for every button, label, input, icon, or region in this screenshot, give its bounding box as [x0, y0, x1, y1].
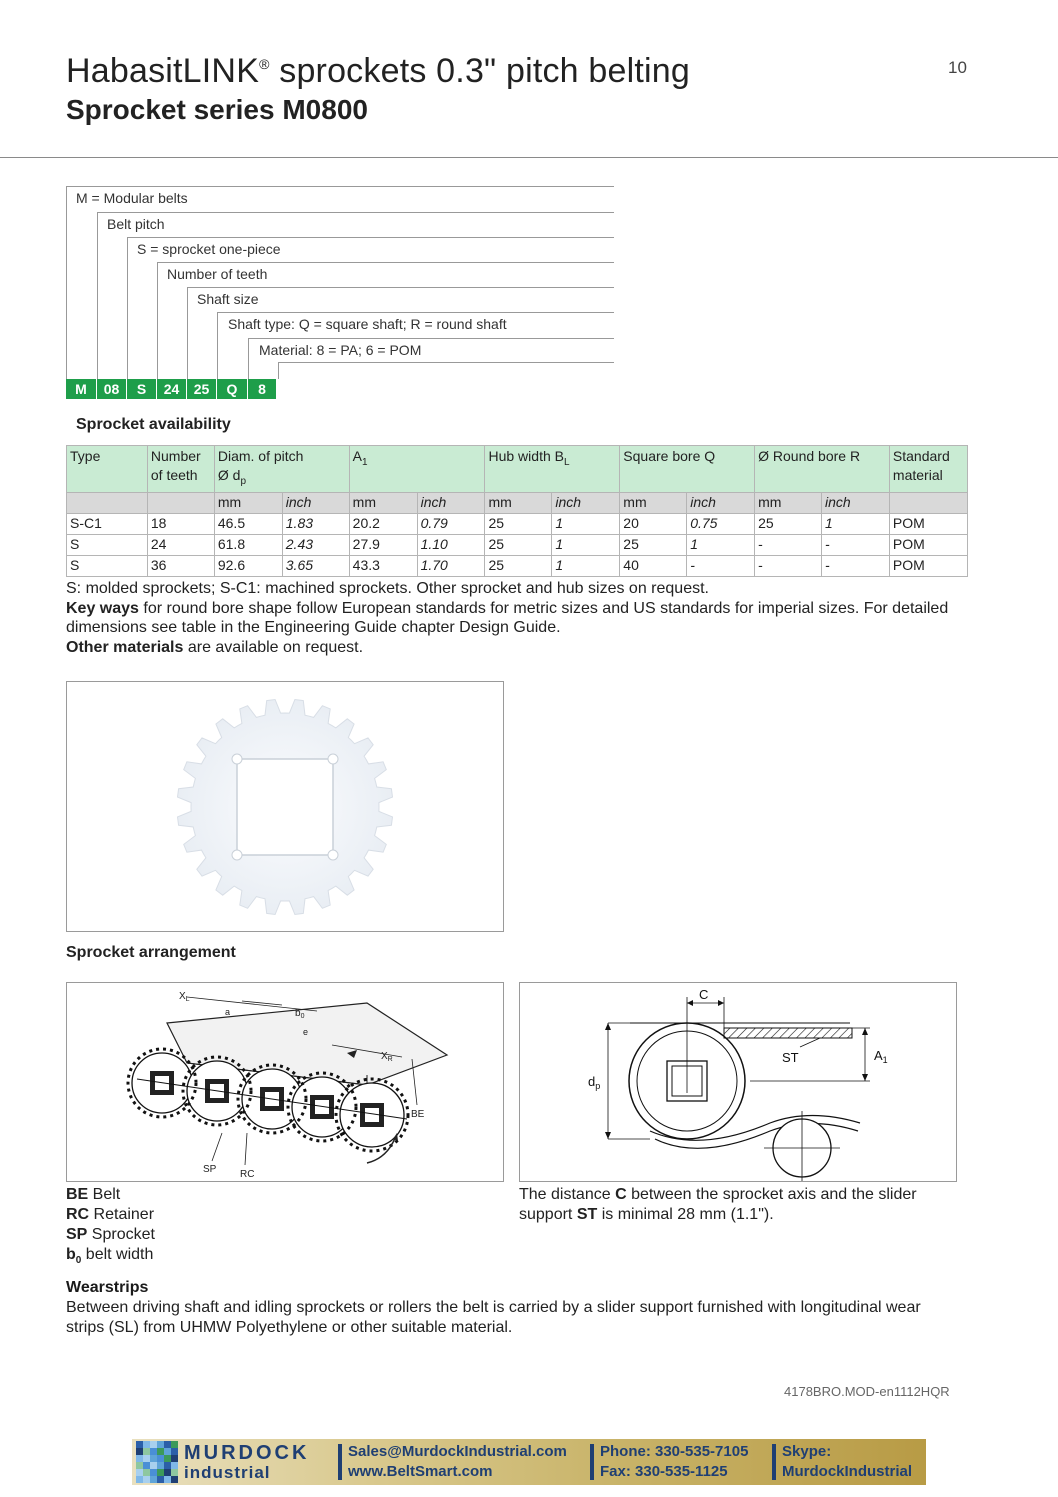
dimension-drawing [519, 982, 957, 1182]
table-cell: 20.2 [349, 513, 417, 534]
logo-tile [136, 1455, 143, 1462]
footer-phone: Phone: 330-535-7105 [600, 1443, 749, 1460]
availability-table [66, 445, 968, 577]
code-cell-shaft: 25 [187, 379, 217, 399]
logo-tile [171, 1441, 178, 1448]
table-cell: - [687, 555, 755, 576]
th-diam-label: Diam. of pitch [217, 448, 304, 464]
label-sp: SP [203, 1164, 217, 1175]
distance-bold-st: ST [576, 1206, 598, 1223]
code-line-3 [157, 262, 614, 263]
table-cell: 40 [620, 555, 687, 576]
footer-contact-web [348, 1442, 584, 1482]
unit-empty [67, 492, 148, 513]
distance-note [519, 1185, 959, 1225]
title-suffix: sprockets 0.3" pitch belting [269, 52, 691, 90]
footer-separator [590, 1444, 594, 1480]
table-cell: 1 [552, 534, 620, 555]
note-materials-text: are available on request. [183, 638, 364, 656]
code-vline-6 [248, 338, 249, 379]
code-vline-7 [278, 362, 279, 379]
table-unit-row [67, 492, 968, 513]
brand-name [184, 1442, 332, 1482]
th-diam-sym: Ø d [217, 467, 241, 483]
unit-cell: inch [687, 492, 755, 513]
code-line-0 [66, 186, 614, 187]
sprocket-gear-illustration [67, 682, 503, 931]
registered-mark: ® [259, 56, 270, 72]
label-st: ST [782, 1050, 799, 1065]
legend-text: Belt [88, 1186, 121, 1203]
logo-tile [143, 1476, 150, 1483]
th-teeth: Number of teeth [147, 446, 214, 493]
code-line-4 [187, 287, 614, 288]
th-diam [214, 446, 349, 493]
logo-tile [171, 1462, 178, 1469]
table-cell: 1 [822, 513, 890, 534]
logo-tile [171, 1476, 178, 1483]
table-cell: 20 [620, 513, 687, 534]
table-cell: 25 [485, 555, 552, 576]
table-cell: 25 [755, 513, 822, 534]
footer-email-link[interactable]: Sales@MurdockIndustrial.com [348, 1443, 567, 1460]
murdock-footer-banner [132, 1439, 926, 1485]
square-bore [237, 759, 333, 855]
logo-tile [136, 1448, 143, 1455]
note-materials [66, 638, 966, 658]
table-cell: 1.10 [417, 534, 485, 555]
murdock-logo-icon [136, 1441, 178, 1483]
code-label-pitch: Belt pitch [107, 216, 165, 232]
label-c: C [699, 987, 709, 1002]
document-reference: 4178BRO.MOD-en1112HQR [784, 1384, 950, 1399]
code-vline-4 [187, 287, 188, 379]
code-label-material: Material: 8 = PA; 6 = POM [259, 342, 422, 358]
availability-heading: Sprocket availability [76, 416, 231, 433]
arrangement-heading: Sprocket arrangement [66, 944, 236, 961]
distance-text-1: The distance [519, 1186, 616, 1203]
logo-tile [171, 1448, 178, 1455]
unit-cell: inch [822, 492, 890, 513]
logo-tile [164, 1462, 171, 1469]
unit-cell: inch [417, 492, 485, 513]
table-cell: 1.70 [417, 555, 485, 576]
code-cell-m: M [66, 379, 97, 399]
footer-skype-id: MurdockIndustrial [782, 1463, 913, 1480]
page-subtitle: Sprocket series M0800 [66, 94, 368, 125]
table-cell: S-C1 [67, 513, 148, 534]
note-materials-bold: Other materials [66, 638, 184, 656]
logo-tile [143, 1455, 150, 1462]
legend-text: Retainer [89, 1206, 155, 1223]
table-cell: 3.65 [282, 555, 349, 576]
code-label-shaft-type: Shaft type: Q = square shaft; R = round shaft [228, 316, 507, 332]
th-hub [485, 446, 620, 493]
note-molded: S: molded sprockets; S-C1: machined sprockets. Other sprocket and hub sizes on request. [66, 580, 709, 597]
table-cell: 25 [485, 534, 552, 555]
logo-tile [157, 1441, 164, 1448]
label-be: BE [411, 1109, 425, 1120]
legend-text: belt width [81, 1246, 154, 1263]
code-vline-5 [217, 312, 218, 379]
table-cell: 61.8 [214, 534, 282, 555]
legend-item [66, 1185, 155, 1205]
logo-tile [150, 1455, 157, 1462]
code-cell-teeth: 24 [157, 379, 187, 399]
unit-cell: inch [282, 492, 349, 513]
brand-line-1: MURDOCK [184, 1442, 310, 1464]
logo-tile [157, 1469, 164, 1476]
table-cell: 27.9 [349, 534, 417, 555]
label-xl: $X_L$ [179, 991, 190, 1003]
label-dp: $d_p$ [588, 1074, 601, 1091]
label-e: e [303, 1027, 309, 1037]
table-cell: S [67, 534, 148, 555]
code-line-6 [248, 338, 614, 339]
table-cell: 0.79 [417, 513, 485, 534]
table-cell: POM [889, 513, 967, 534]
logo-tile [136, 1476, 143, 1483]
logo-tile [150, 1469, 157, 1476]
unit-cell: mm [214, 492, 282, 513]
table-cell: 36 [147, 555, 214, 576]
logo-tile [157, 1455, 164, 1462]
th-hub-label: Hub width B [488, 448, 564, 464]
code-label-modular: M = Modular belts [76, 190, 188, 206]
legend-abbr: RC [66, 1206, 90, 1223]
legend-item [66, 1225, 155, 1245]
table-cell: 46.5 [214, 513, 282, 534]
code-cells [66, 379, 277, 399]
page-number: 10 [948, 58, 967, 77]
table-cell: - [755, 534, 822, 555]
th-a1 [349, 446, 485, 493]
table-row [67, 555, 968, 576]
table-cell: 1.83 [282, 513, 349, 534]
unit-cell: inch [552, 492, 620, 513]
note-keyways [66, 599, 966, 638]
code-label-sprocket: S = sprocket one-piece [137, 241, 281, 257]
table-cell: 2.43 [282, 534, 349, 555]
th-a1-sub: 1 [362, 456, 368, 468]
wearstrips-heading: Wearstrips [66, 1279, 149, 1296]
table-cell: 24 [147, 534, 214, 555]
code-vline-0 [66, 186, 67, 379]
logo-tile [143, 1441, 150, 1448]
code-vline-2 [127, 237, 128, 379]
code-line-2 [127, 237, 614, 238]
footer-contact-phone [600, 1442, 766, 1482]
logo-tile [157, 1462, 164, 1469]
code-vline-1 [97, 212, 98, 379]
table-cell: 1 [687, 534, 755, 555]
legend-abbr: SP [66, 1226, 88, 1243]
code-cell-s: S [127, 379, 157, 399]
logo-tile [171, 1469, 178, 1476]
th-a1-label: A [352, 448, 363, 464]
table-cell: POM [889, 534, 967, 555]
logo-tile [171, 1455, 178, 1462]
footer-website-link[interactable]: www.BeltSmart.com [348, 1463, 493, 1480]
th-round: Ø Round bore R [755, 446, 890, 493]
code-cell-pitch: 08 [97, 379, 127, 399]
th-hub-sub: L [563, 456, 570, 468]
legend-item [66, 1245, 155, 1271]
table-cell: - [822, 555, 890, 576]
unit-cell: mm [755, 492, 822, 513]
logo-tile [143, 1469, 150, 1476]
table-row [67, 534, 968, 555]
label-b0: $b_0$ [295, 1008, 305, 1020]
label-a: a [225, 1007, 231, 1017]
code-label-shaft-size: Shaft size [197, 291, 259, 307]
table-header-row [67, 446, 968, 493]
brand-line-2: industrial [184, 1463, 271, 1482]
logo-tile [157, 1476, 164, 1483]
table-cell: 25 [485, 513, 552, 534]
th-diam-sub: p [240, 475, 246, 487]
page-title [66, 52, 690, 91]
table-cell: - [755, 555, 822, 576]
legend-item [66, 1205, 155, 1225]
logo-tile [150, 1476, 157, 1483]
logo-tile [150, 1448, 157, 1455]
code-cell-material: 8 [248, 379, 277, 399]
label-xr: $X_R$ [381, 1051, 393, 1063]
logo-tile [164, 1476, 171, 1483]
logo-tile [136, 1441, 143, 1448]
unit-cell: mm [349, 492, 417, 513]
th-material: Standard material [889, 446, 967, 493]
code-vline-3 [157, 262, 158, 379]
logo-tile [164, 1469, 171, 1476]
wearstrips-text: Between driving shaft and idling sprockets or rollers the belt is carried by a slider support furnished with longitudinal wear strips (SL) from UHMW Polyethylene or other suitable material. [66, 1299, 921, 1336]
logo-tile [164, 1448, 171, 1455]
unit-cell: mm [485, 492, 552, 513]
unit-empty [889, 492, 967, 513]
logo-tile [143, 1462, 150, 1469]
table-cell: 1 [552, 555, 620, 576]
th-square: Square bore Q [620, 446, 755, 493]
table-row [67, 513, 968, 534]
unit-empty [147, 492, 214, 513]
table-cell: 25 [620, 534, 687, 555]
footer-separator [772, 1444, 776, 1480]
logo-tile [150, 1441, 157, 1448]
code-line-5 [217, 312, 614, 313]
label-a1: $A_1$ [874, 1048, 888, 1065]
dimension-illustration [520, 983, 956, 1181]
footer-fax: Fax: 330-535-1125 [600, 1463, 728, 1480]
legend-text: Sprocket [87, 1226, 155, 1243]
footer-contact-skype [782, 1442, 912, 1482]
availability-notes [66, 579, 966, 657]
arrangement-drawing [66, 982, 504, 1182]
logo-tile [136, 1469, 143, 1476]
footer-skype-label: Skype: [782, 1443, 832, 1460]
legend-abbr: b [66, 1246, 76, 1263]
sprocket-photo [66, 681, 504, 932]
logo-tile [136, 1462, 143, 1469]
note-keyways-text: for round bore shape follow European standards for metric sizes and US standards for imperial sizes. For detailed dimensions see table in the Engineering Guide chapter Design Guide. [66, 599, 949, 637]
legend-abbr: BE [66, 1186, 89, 1203]
table-cell: - [822, 534, 890, 555]
arrangement-illustration [67, 983, 503, 1181]
logo-tile [150, 1462, 157, 1469]
distance-text-2: between the sprocket axis and the slider support [519, 1186, 917, 1223]
table-cell: 18 [147, 513, 214, 534]
arrangement-legend [66, 1185, 155, 1271]
code-label-teeth: Number of teeth [167, 266, 268, 282]
footer-separator [338, 1444, 342, 1480]
distance-bold-c: C [615, 1186, 627, 1203]
title-prefix: HabasitLINK [66, 52, 260, 90]
table-cell: POM [889, 555, 967, 576]
table-cell: 0.75 [687, 513, 755, 534]
distance-text-3: is minimal 28 mm (1.1"). [597, 1206, 774, 1223]
table-cell: 43.3 [349, 555, 417, 576]
legend-abbr-sub: 0 [75, 1255, 82, 1267]
table-cell: 92.6 [214, 555, 282, 576]
header-divider [0, 157, 1058, 158]
label-rc: RC [240, 1169, 255, 1180]
logo-tile [164, 1455, 171, 1462]
logo-tile [157, 1448, 164, 1455]
code-line-1 [97, 212, 614, 213]
code-cell-q: Q [217, 379, 248, 399]
code-line-7 [278, 362, 614, 363]
table-cell: 1 [552, 513, 620, 534]
unit-cell: mm [620, 492, 687, 513]
th-type: Type [67, 446, 148, 493]
logo-tile [143, 1448, 150, 1455]
logo-tile [164, 1441, 171, 1448]
table-cell: S [67, 555, 148, 576]
note-keyways-bold: Key ways [66, 599, 139, 617]
